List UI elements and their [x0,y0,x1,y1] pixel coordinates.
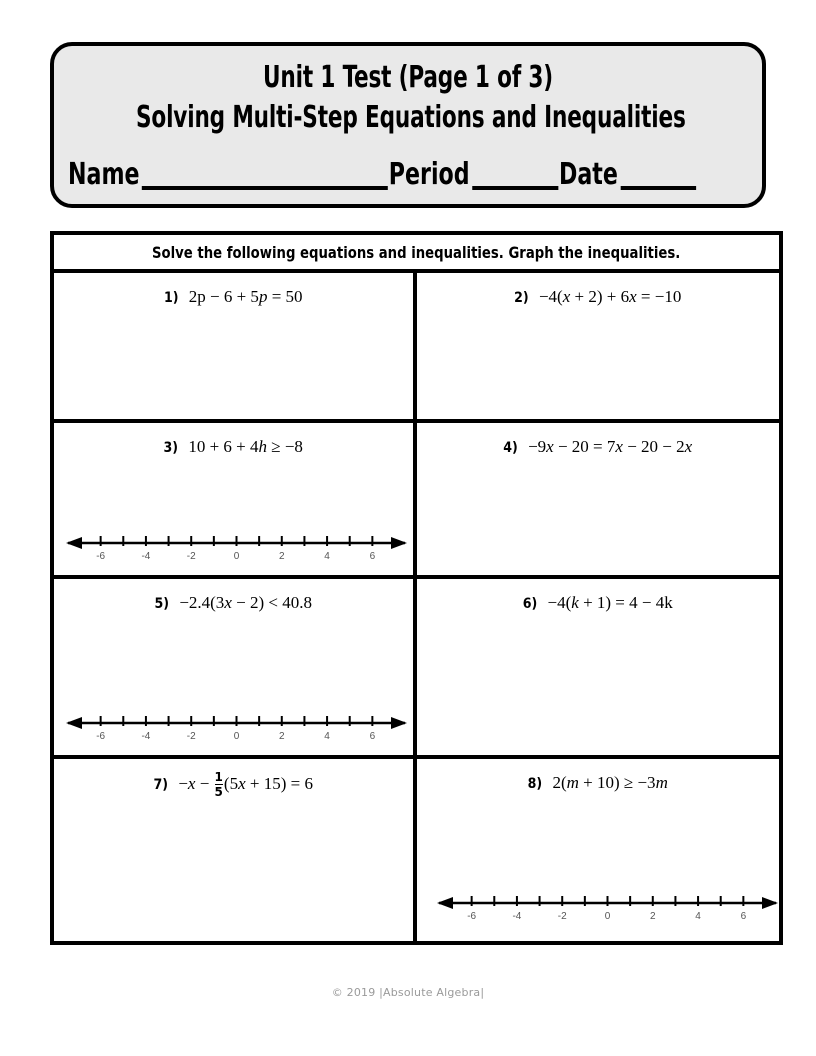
problem-cell-2[interactable] [417,273,780,419]
math-token: − [195,774,214,794]
problem-1-expression [189,287,303,306]
arrow-left-icon [66,537,82,549]
number-line-problem-3[interactable] [64,525,409,567]
problem-6-number: 6) [522,596,538,612]
problem-8-number: 8) [527,776,543,792]
problem-7-number: 7) [153,777,169,794]
math-variable: h [258,437,268,456]
problem-6-text [417,579,780,615]
number-line-problem-8[interactable] [435,885,780,927]
problem-3-text [54,423,413,459]
math-variable: x [187,774,196,794]
number-line-tick-label: -6 [96,731,106,742]
math-token: − [178,774,188,794]
math-variable: x [546,437,554,456]
name-input-blank[interactable] [142,160,388,190]
arrow-right-icon [391,717,407,729]
math-token: −4( [547,593,572,612]
math-token: −9 [528,437,547,456]
instructions-row [54,235,779,273]
math-variable: p [258,287,268,306]
math-variable: m [566,773,579,792]
date-input-blank[interactable] [620,160,695,190]
number-line-tick-label: 2 [649,911,656,922]
math-token: + 15) = 6 [245,774,313,794]
worksheet-header-banner [50,42,766,208]
number-line-tick-label: 0 [233,731,240,742]
student-info-row [68,158,748,192]
math-variable: x [224,593,232,612]
math-variable: x [684,437,693,456]
problem-6-expression [548,593,673,612]
arrow-right-icon [762,897,778,909]
math-variable: x [562,287,571,306]
problem-5-expression [179,593,312,612]
number-line-tick-label: -2 [186,731,196,742]
number-line-tick-label: -4 [141,731,151,742]
number-line-tick-label: -6 [466,911,476,922]
problem-2-text [417,273,780,309]
math-token: − 20 − 2 [622,437,685,456]
math-token: 2 [188,287,198,306]
number-line-tick-label: 0 [604,911,610,922]
problem-3-number: 3) [163,440,179,456]
number-line-tick-label: -4 [511,911,521,922]
number-line-tick-label: 4 [694,911,701,922]
problem-5-number: 5) [154,596,170,612]
math-token: + 1) = 4 − 4 [578,593,665,612]
math-token: −2.4(3 [179,593,225,612]
arrow-left-icon [437,897,453,909]
period-input-blank[interactable] [472,160,558,190]
math-token: 2( [552,773,567,792]
problem-3-expression [188,437,303,456]
problem-cell-7[interactable] [54,759,417,941]
problem-1-number: 1) [163,290,179,306]
fraction-denominator: 5 [214,785,223,799]
number-line-tick-label: 2 [279,731,285,742]
problem-7-expression [178,770,313,799]
worksheet-title-line2: Solving Multi-Step Equations and Inequalities [136,100,686,135]
problem-8-expression [552,773,667,792]
math-token: (5 [223,774,239,794]
number-line-problem-5[interactable] [64,705,409,747]
math-token: 10 + 6 + 4 [188,437,259,456]
number-line-tick-label: -4 [141,551,151,562]
math-token: − 20 = 7 [553,437,616,456]
number-line-tick-label: 4 [324,551,330,562]
problem-cell-8[interactable] [417,759,780,941]
problem-cell-3[interactable] [54,423,417,575]
number-line-tick-label: 2 [279,551,285,562]
problem-7-text [54,759,413,799]
problem-row-3 [54,579,779,759]
math-token: − 6 + 5 [205,287,259,306]
number-line-tick-label: 6 [369,731,376,742]
math-token: k [664,593,673,612]
problem-cell-4[interactable] [417,423,780,575]
fraction-numerator: 1 [214,770,223,784]
math-token: −4( [538,287,563,306]
math-token: = 50 [267,287,303,306]
number-line-tick-label: 4 [324,731,330,742]
problem-4-text [417,423,780,459]
math-variable: k [571,593,579,612]
number-line-tick-label: 6 [369,551,376,562]
math-variable: x [238,774,246,794]
fraction [215,771,223,798]
name-label: Name [68,157,140,192]
math-token: − 2) < 40.8 [231,593,312,612]
date-label: Date [558,157,618,192]
problem-row-1 [54,273,779,423]
number-line-tick-label: 0 [233,551,240,562]
problem-8-text [417,759,780,795]
problem-cell-5[interactable] [54,579,417,755]
number-line-tick-label: -2 [557,911,567,922]
number-line-tick-label: -2 [186,551,196,562]
math-token: p [197,287,206,306]
period-label: Period [388,157,470,192]
number-line-tick-label: -6 [96,551,106,562]
math-token: + 10) ≥ −3 [578,773,656,792]
problem-table [50,231,783,945]
number-line-tick-label: 6 [740,911,746,922]
problem-row-4 [54,759,779,941]
problem-5-text [54,579,413,615]
math-token: + 2) + 6 [570,287,630,306]
math-token: ≥ −8 [267,437,303,456]
math-variable: x [629,287,637,306]
worksheet-title-line1: Unit 1 Test (Page 1 of 3) [263,60,553,95]
problem-2-expression [539,287,681,306]
instructions-text: Solve the following equations and inequalities. Graph the inequalities. [152,242,681,262]
problem-row-2 [54,423,779,579]
arrow-left-icon [66,717,82,729]
math-variable: x [615,437,623,456]
problem-cell-6[interactable] [417,579,780,755]
math-variable: m [655,773,668,792]
copyright-footer: © 2019 |Absolute Algebra| [331,986,485,999]
problem-4-number: 4) [503,440,518,456]
arrow-right-icon [391,537,407,549]
problem-2-number: 2) [514,290,529,306]
problem-cell-1[interactable] [54,273,417,419]
problem-4-expression [528,437,692,456]
problem-1-text [54,273,413,309]
math-token: = −10 [636,287,682,306]
